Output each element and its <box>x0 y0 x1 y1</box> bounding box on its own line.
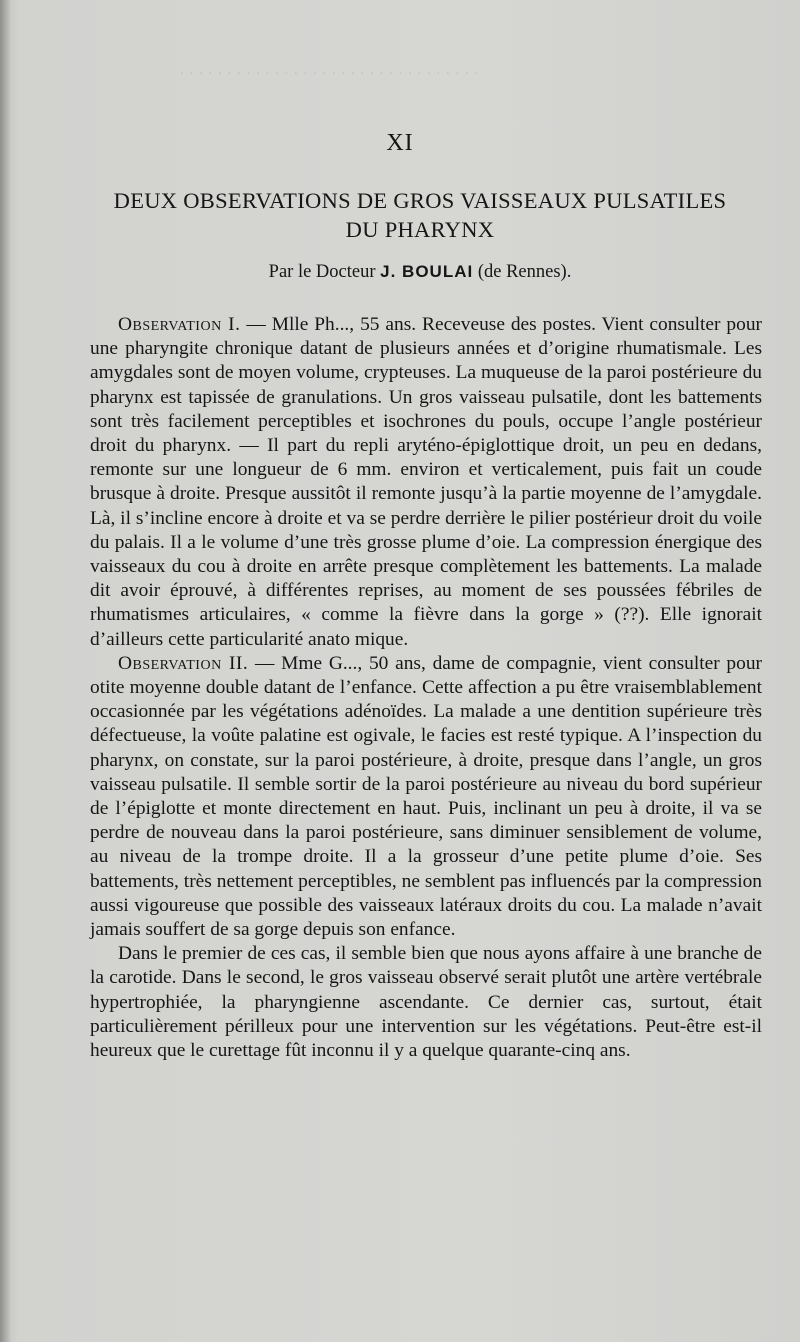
conclusion-paragraph: Dans le premier de ces cas, il semble bien que nous ayons affaire à une branche de la carotide. Dans le second, le gros vaisseau observé serait plutôt une artère vertébrale hypertrophiée, la pharyngienne ascendante. Ce dernier cas, surtout, était particulièrement périlleux pour une intervention sur les végétations. Peut-être est-il heureux que le curettage fût inconnu il y a quelque quarante-cinq ans. <box>90 943 762 1062</box>
article-title-line-2: DU PHARYNX <box>345 217 495 242</box>
byline <box>60 262 780 283</box>
observation-1-paragraph <box>90 313 762 652</box>
chapter-number: XI <box>386 130 414 156</box>
author-name: J. BOULAI <box>380 262 474 281</box>
article-title-line-1: DEUX OBSERVATIONS DE GROS VAISSEAUX PULSATILES <box>113 188 727 213</box>
article-body <box>90 313 762 1063</box>
byline-prefix: Par le Docteur <box>268 262 376 282</box>
observation-1-text: — Mlle Ph..., 55 ans. Receveuse des postes. Vient consulter pour une pharyngite chronique datant de plusieurs années et d’origine rhumatismale. Les amygdales sont de moyen volume, crypteuses. La muqueuse de la paroi postérieure du pharynx est tapissée de granulations. Un gros vaisseau pulsatile, dont les battements sont très facilement perceptibles et isochrones du pouls, occupe l’angle postérieur droit du pharynx. — Il part du repli aryténo-épiglottique droit, un peu en dedans, remonte sur une longueur de 6 mm. environ et verticalement, puis fait un coude brusque à droite. Presque aussitôt il remonte jusqu’à la partie moyenne de l’amygdale. Là, il s’incline encore à droite et va se perdre derrière le pilier postérieur droit du voile du palais. Il a le volume d’une très grosse plume d’oie. La compression énergique des vaisseaux du cou à droite en arrête presque complètement les battements. La malade dit avoir éprouvé, à différentes reprises, au moment de ses poussées fébriles de rhumatismes articulaires, « comme la fièvre dans la gorge » (??). Elle ignorait d’ailleurs cette particularité anato mique. <box>90 314 762 650</box>
observation-2-text: — Mme G..., 50 ans, dame de compagnie, vient consulter pour otite moyenne double datant de l’enfance. Cette affection a pu être vraisemblablement occasionnée par les végétations adénoïdes. La malade a une dentition supérieure très défectueuse, la voûte palatine est ogivale, le facies est resté typique. A l’inspection du pharynx, on constate, sur la paroi postérieure, à droite, presque dans l’angle, un gros vaisseau pulsatile. Il semble sortir de la paroi postérieure au niveau du bord supérieur de l’épiglotte et monte directement en haut. Puis, inclinant un peu à droite, il va se perdre de nouveau dans la paroi postérieure, sans diminuer sensiblement de volume, au niveau de la trompe droite. Il a la grosseur d’une petite plume d’oie. Ses battements, très nettement perceptibles, ne semblent pas influencés par la compression aussi vigoureuse que possible des vaisseaux latéraux droits du cou. La malade n’avait jamais souffert de sa gorge depuis son enfance. <box>90 652 762 941</box>
observation-2-label: Observation II. <box>118 652 249 674</box>
byline-suffix: (de Rennes). <box>477 262 572 282</box>
page-spine-shadow <box>0 0 10 1342</box>
observation-2-paragraph <box>90 652 762 942</box>
observation-1-label: Observation I. <box>118 314 241 335</box>
article-title <box>60 186 780 244</box>
bleed-through-text: . . . . . . . . . . . . . . . . . . . . . . . . . . . . . . . . <box>180 62 480 78</box>
